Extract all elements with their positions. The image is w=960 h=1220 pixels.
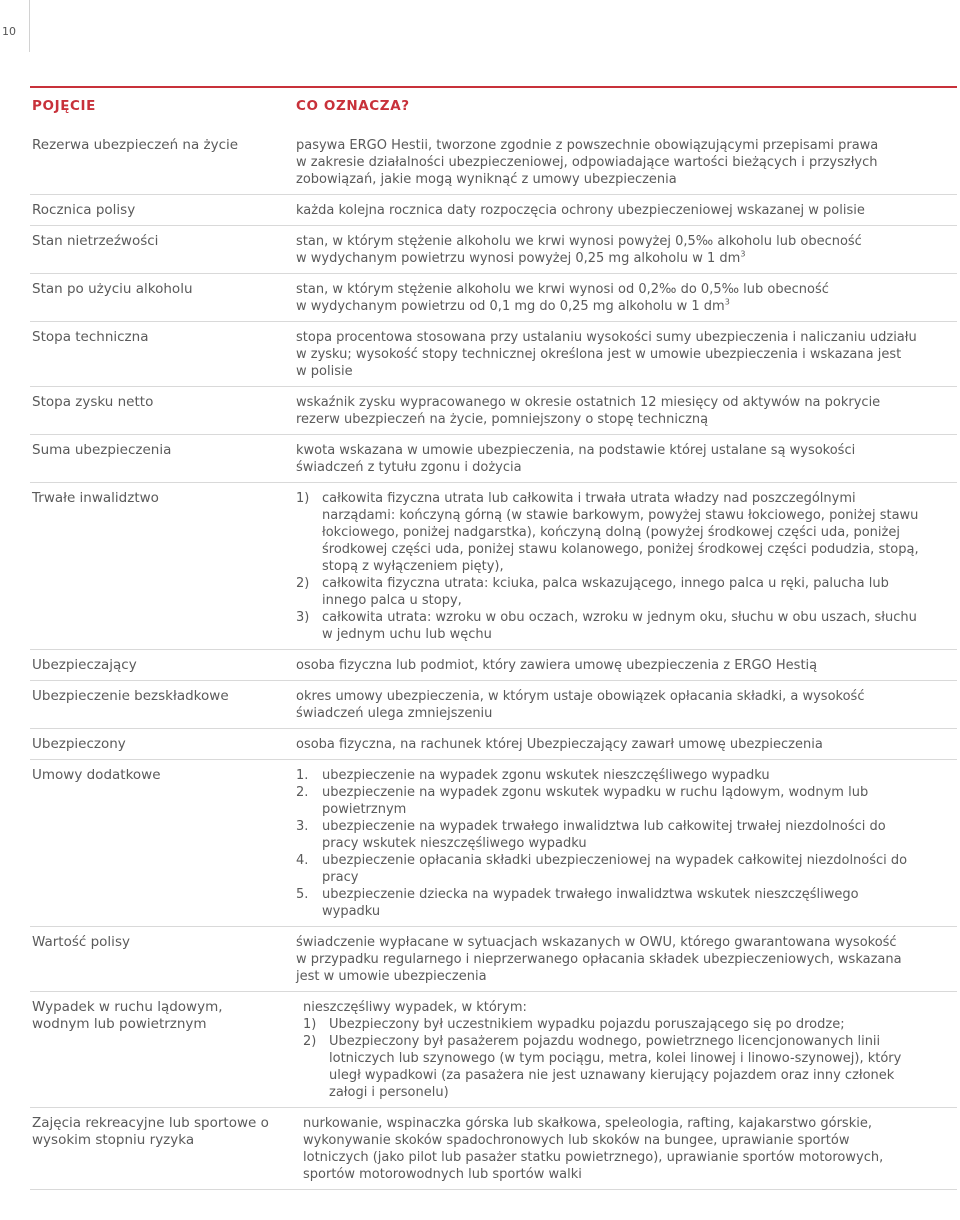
- glossary-row: [30, 435, 957, 483]
- glossary-row: [30, 130, 957, 195]
- list-item-line: uległ wypadkowi (za pasażera nie jest uznawany kierujący pojazdem oraz inny członek: [329, 1068, 895, 1083]
- definition-line: świadczeń ulega zmniejszeniu: [296, 706, 493, 721]
- list-item-line: ubezpieczenie na wypadek trwałego inwalidztwa lub całkowitej trwałej niezdolności do: [322, 819, 886, 834]
- list-item-text: [296, 784, 957, 818]
- definition-line: nurkowanie, wspinaczka górska lub skałkowa, speleologia, rafting, kajakarstwo górskie,: [303, 1116, 872, 1131]
- definition-line: osoba fizyczna, na rachunek której Ubezpieczający zawarł umowę ubezpieczenia: [296, 737, 823, 752]
- glossary-rows: [30, 130, 957, 1190]
- definition-line: stopa procentowa stosowana przy ustalaniu wysokości sumy ubezpieczenia i naliczaniu udziału: [296, 330, 917, 345]
- list-item-line: narządami: kończyną górną (w stawie barkowym, powyżej stawu łokciowego, poniżej stawu: [322, 508, 919, 523]
- list-item-text: [296, 852, 957, 886]
- definition-line-text: w wydychanym powietrzu od 0,1 mg do 0,25 mg alkoholu w 1 dm: [296, 299, 725, 314]
- page-number: 10: [0, 0, 30, 52]
- glossary-row: [30, 729, 957, 760]
- definition-line: rezerw ubezpieczeń na życie, pomniejszony o stopę techniczną: [296, 412, 709, 427]
- list-item: [303, 1016, 957, 1033]
- glossary-definition: [296, 760, 957, 926]
- list-item-line: pracy: [322, 870, 359, 885]
- glossary-definition: [296, 729, 957, 759]
- definition-line: w przypadku regularnego i nieprzerwanego opłacania składek ubezpieczeniowych, wskazana: [296, 952, 902, 967]
- list-item-line: w jednym uchu lub węchu: [322, 627, 492, 642]
- list-item-text: [296, 818, 957, 852]
- definition-line: okres umowy ubezpieczenia, w którym ustaje obowiązek opłacania składki, a wysokość: [296, 689, 865, 704]
- definition-line: w zakresie działalności ubezpieczeniowej, odpowiadające wartości bieżących i przyszłych: [296, 155, 878, 170]
- list-item-line: lotniczych lub szynowego (w tym pociągu, metra, kolei linowej i linowo-szynowej), który: [329, 1051, 902, 1066]
- list-item-number: 2): [296, 576, 310, 591]
- list-item: [303, 1033, 957, 1101]
- unit-superscript: 3: [740, 249, 746, 259]
- list-item-text: [296, 767, 957, 784]
- glossary-definition: [296, 483, 957, 649]
- list-item: [296, 575, 957, 609]
- glossary-definition: [296, 927, 957, 991]
- definition-line: stan, w którym stężenie alkoholu we krwi wynosi od 0,2‰ do 0,5‰ lub obecność: [296, 282, 829, 297]
- glossary-definition: [296, 130, 957, 194]
- column-header-term: POJĘCIE: [32, 98, 96, 114]
- list-item-line: Ubezpieczony był pasażerem pojazdu wodnego, powietrznego licencjonowanych linii: [329, 1034, 881, 1049]
- glossary-definition: [296, 650, 957, 680]
- glossary-term: Rezerwa ubezpieczeń na życie: [32, 137, 239, 153]
- glossary-row: [30, 760, 957, 927]
- glossary-row: [30, 322, 957, 387]
- glossary-term: Ubezpieczenie bezskładkowe: [32, 688, 229, 704]
- glossary-table: [30, 86, 957, 1190]
- definition-line: wskaźnik zysku wypracowanego w okresie ostatnich 12 miesięcy od aktywów na pokrycie: [296, 395, 881, 410]
- glossary-row: [30, 387, 957, 435]
- glossary-row: [30, 483, 957, 650]
- glossary-row: [30, 681, 957, 729]
- glossary-row: [30, 650, 957, 681]
- list-item-text: [296, 575, 957, 609]
- definition-line: osoba fizyczna lub podmiot, który zawiera umowę ubezpieczenia z ERGO Hestią: [296, 658, 818, 673]
- glossary-row: [30, 992, 957, 1108]
- list-item: [296, 852, 957, 886]
- list-item-text: [303, 1016, 957, 1033]
- list-item: [296, 886, 957, 920]
- list-item: [296, 818, 957, 852]
- list-item-line: całkowita utrata: wzroku w obu oczach, wzroku w jednym oku, słuchu w obu uszach, słuchu: [322, 610, 917, 625]
- list-item-line: stopą z wyłączeniem pięty),: [322, 559, 504, 574]
- glossary-definition: [303, 1108, 957, 1189]
- list-item-line: ubezpieczenie dziecka na wypadek trwałego inwalidztwa wskutek nieszczęśliwego: [322, 887, 859, 902]
- list-item-number: 1): [303, 1017, 317, 1032]
- list-item-number: 3.: [296, 819, 309, 834]
- definition-line: jest w umowie ubezpieczenia: [296, 969, 487, 984]
- list-item-line: środkowej części uda, poniżej stawu kolanowego, poniżej środkowej części podudzia, stopą,: [322, 542, 919, 557]
- glossary-term: Ubezpieczający: [32, 657, 137, 673]
- list-item-line: ubezpieczenie na wypadek zgonu wskutek nieszczęśliwego wypadku: [322, 768, 770, 783]
- glossary-term: Stan nietrzeźwości: [32, 233, 159, 249]
- glossary-definition: [296, 435, 957, 482]
- glossary-row: [30, 274, 957, 322]
- glossary-term: Stopa techniczna: [32, 329, 149, 345]
- list-item-number: 1.: [296, 768, 309, 783]
- list-item-line: innego palca u stopy,: [322, 593, 462, 608]
- definition-line-with-unit: [296, 250, 957, 267]
- definition-line: lotniczych (jako pilot lub pasażer statku powietrznego), uprawianie sportów motorowych,: [303, 1150, 884, 1165]
- glossary-definition: [296, 387, 957, 434]
- glossary-term: Wypadek w ruchu lądowym, wodnym lub powietrznym: [32, 999, 223, 1032]
- glossary-definition: [296, 681, 957, 728]
- definition-intro: nieszczęśliwy wypadek, w którym:: [303, 1000, 527, 1015]
- list-item-text: [303, 1033, 957, 1101]
- glossary-term: Stan po użyciu alkoholu: [32, 281, 193, 297]
- list-item-line: powietrznym: [322, 802, 407, 817]
- glossary-term: Umowy dodatkowe: [32, 767, 161, 783]
- definition-line: w zysku; wysokość stopy technicznej określona jest w umowie ubezpieczenia i wskazana jest: [296, 347, 902, 362]
- list-item-line: Ubezpieczony był uczestnikiem wypadku pojazdu poruszającego się po drodze;: [329, 1017, 845, 1032]
- glossary-term: Rocznica polisy: [32, 202, 136, 218]
- list-item-line: łokciowego, poniżej nadgarstka), kończyną dolną (powyżej środkowej części uda, poniżej: [322, 525, 900, 540]
- list-item-line: ubezpieczenie na wypadek zgonu wskutek wypadku w ruchu lądowym, wodnym lub: [322, 785, 869, 800]
- definition-line: sportów motorowodnych lub sportów walki: [303, 1167, 582, 1182]
- definition-line: świadczenie wypłacane w sytuacjach wskazanych w OWU, którego gwarantowana wysokość: [296, 935, 897, 950]
- definition-line: zobowiązań, jakie mogą wyniknąć z umowy ubezpieczenia: [296, 172, 677, 187]
- definition-line: w polisie: [296, 364, 353, 379]
- list-item-line: załogi i personelu): [329, 1085, 449, 1100]
- glossary-term: Zajęcia rekreacyjne lub sportowe o wysokim stopniu ryzyka: [32, 1115, 269, 1148]
- glossary-definition: [303, 992, 957, 1107]
- list-item-line: pracy wskutek nieszczęśliwego wypadku: [322, 836, 587, 851]
- list-item-line: wypadku: [322, 904, 381, 919]
- glossary-definition: [296, 195, 957, 225]
- definition-line: wykonywanie skoków spadochronowych lub skoków na bungee, uprawianie sportów: [303, 1133, 850, 1148]
- glossary-row: [30, 927, 957, 992]
- column-header-definition: CO OZNACZA?: [296, 98, 410, 114]
- definition-line: każda kolejna rocznica daty rozpoczęcia ochrony ubezpieczeniowej wskazanej w polisie: [296, 203, 865, 218]
- list-item: [296, 767, 957, 784]
- glossary-term: Suma ubezpieczenia: [32, 442, 172, 458]
- unit-superscript: 3: [724, 297, 730, 307]
- list-item-line: ubezpieczenie opłacania składki ubezpieczeniowej na wypadek całkowitej niezdolności do: [322, 853, 908, 868]
- definition-line: pasywa ERGO Hestii, tworzone zgodnie z powszechnie obowiązującymi przepisami prawa: [296, 138, 879, 153]
- list-item-number: 5.: [296, 887, 309, 902]
- list-item-text: [296, 886, 957, 920]
- glossary-definition: [296, 322, 957, 386]
- definition-line-with-unit: [296, 298, 957, 315]
- glossary-definition: [296, 274, 957, 321]
- definition-line: kwota wskazana w umowie ubezpieczenia, na podstawie której ustalane są wysokości: [296, 443, 856, 458]
- list-item-number: 4.: [296, 853, 309, 868]
- glossary-row: [30, 226, 957, 274]
- glossary-header: [30, 88, 957, 130]
- glossary-row: [30, 195, 957, 226]
- list-item-number: 2): [303, 1034, 317, 1049]
- list-item: [296, 784, 957, 818]
- glossary-row: [30, 1108, 957, 1190]
- glossary-term: Trwałe inwalidztwo: [32, 490, 159, 506]
- list-item-line: całkowita fizyczna utrata: kciuka, palca wskazującego, innego palca u ręki, palucha lub: [322, 576, 889, 591]
- definition-line-text: w wydychanym powietrzu wynosi powyżej 0,25 mg alkoholu w 1 dm: [296, 251, 741, 266]
- definition-line: świadczeń z tytułu zgonu i dożycia: [296, 460, 522, 475]
- list-item-text: [296, 609, 957, 643]
- glossary-term: Ubezpieczony: [32, 736, 126, 752]
- list-item-line: całkowita fizyczna utrata lub całkowita i trwała utrata władzy nad poszczególnymi: [322, 491, 856, 506]
- glossary-term: Stopa zysku netto: [32, 394, 154, 410]
- glossary-definition: [296, 226, 957, 273]
- glossary-term: Wartość polisy: [32, 934, 130, 950]
- list-item: [296, 609, 957, 643]
- list-item-number: 1): [296, 491, 310, 506]
- list-item: [296, 490, 957, 575]
- list-item-number: 3): [296, 610, 310, 625]
- list-item-number: 2.: [296, 785, 309, 800]
- definition-line: stan, w którym stężenie alkoholu we krwi wynosi powyżej 0,5‰ alkoholu lub obecność: [296, 234, 862, 249]
- list-item-text: [296, 490, 957, 575]
